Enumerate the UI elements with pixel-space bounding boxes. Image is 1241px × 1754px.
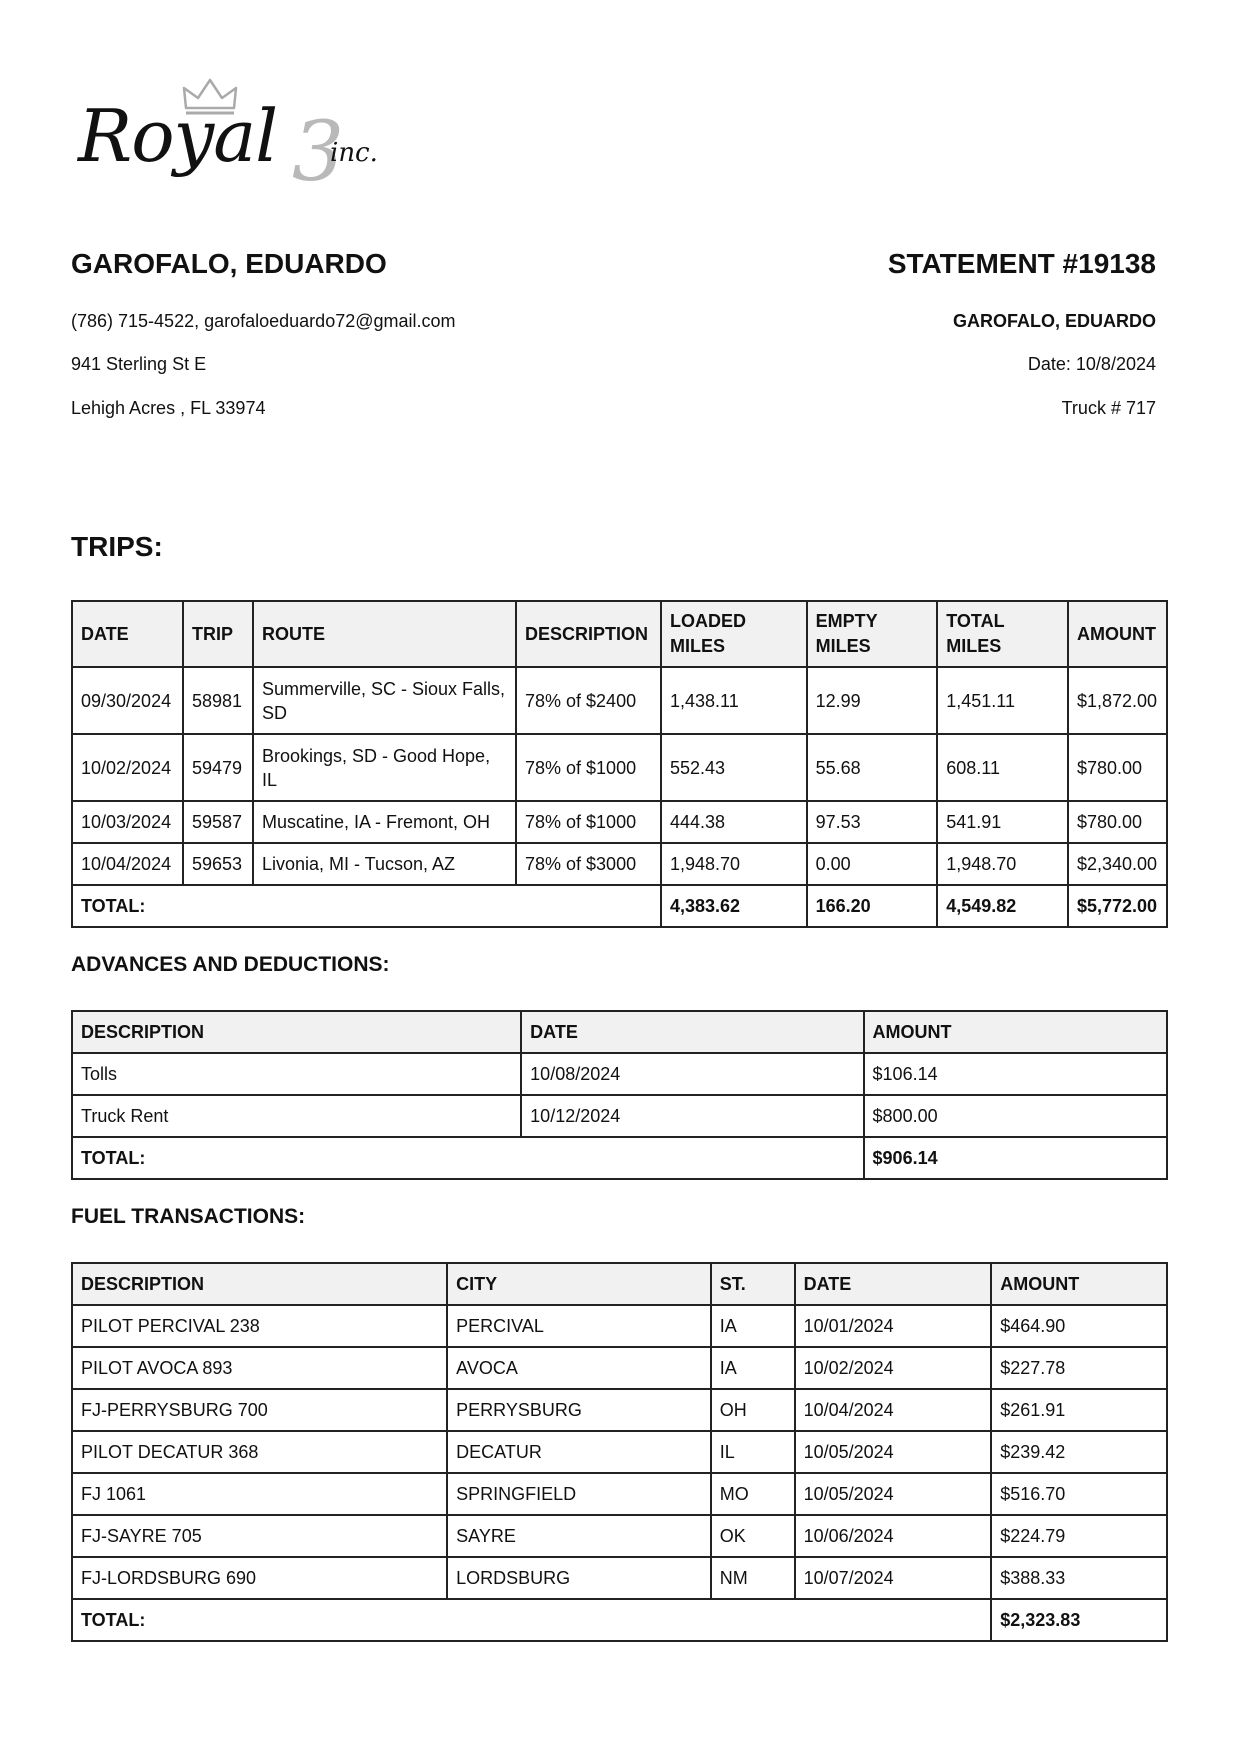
statement-name: GAROFALO, EDUARDO <box>952 311 1156 331</box>
fuel-heading: FUEL TRANSACTIONS: <box>71 1205 306 1228</box>
driver-address-line2: Lehigh Acres , FL 33974 <box>71 398 266 418</box>
trip-number: 59587 <box>183 801 253 843</box>
company-logo <box>78 78 398 198</box>
fuel-description: FJ-SAYRE 705 <box>72 1515 447 1557</box>
trips-table <box>71 600 1168 928</box>
advances-header-description: DESCRIPTION <box>72 1011 521 1053</box>
trips-header-route: ROUTE <box>253 601 516 667</box>
table-row <box>72 843 1167 885</box>
trip-amount: $780.00 <box>1068 734 1167 801</box>
trip-total-miles: 541.91 <box>937 801 1068 843</box>
statement-truck: Truck # 717 <box>1061 398 1156 418</box>
fuel-city: SPRINGFIELD <box>447 1473 711 1515</box>
advances-heading: ADVANCES AND DEDUCTIONS: <box>71 953 390 976</box>
advances-header-row <box>72 1011 1167 1053</box>
table-row <box>72 1095 1167 1137</box>
table-row <box>72 1053 1167 1095</box>
table-row <box>72 734 1167 801</box>
fuel-amount: $239.42 <box>991 1431 1167 1473</box>
trip-description: 78% of $3000 <box>516 843 661 885</box>
trips-header-empty-miles: EMPTY MILES <box>807 601 938 667</box>
table-row <box>72 1515 1167 1557</box>
fuel-description: PILOT DECATUR 368 <box>72 1431 447 1473</box>
fuel-amount: $516.70 <box>991 1473 1167 1515</box>
table-row <box>72 1431 1167 1473</box>
advance-description: Tolls <box>72 1053 521 1095</box>
driver-address-line1: 941 Sterling St E <box>71 354 207 374</box>
fuel-date: 10/04/2024 <box>795 1389 992 1431</box>
advance-amount: $106.14 <box>864 1053 1167 1095</box>
fuel-state: OH <box>711 1389 795 1431</box>
fuel-city: AVOCA <box>447 1347 711 1389</box>
advances-header-amount: AMOUNT <box>864 1011 1167 1053</box>
fuel-city: SAYRE <box>447 1515 711 1557</box>
trip-route: Muscatine, IA - Fremont, OH <box>253 801 516 843</box>
trip-loaded-miles: 1,438.11 <box>661 667 807 734</box>
fuel-header-city: CITY <box>447 1263 711 1305</box>
trip-route: Brookings, SD - Good Hope, IL <box>253 734 516 801</box>
table-row <box>72 1305 1167 1347</box>
fuel-amount: $261.91 <box>991 1389 1167 1431</box>
trips-total-label: TOTAL: <box>72 885 661 927</box>
trip-total-miles: 608.11 <box>937 734 1068 801</box>
fuel-amount: $388.33 <box>991 1557 1167 1599</box>
trips-total-amount: $5,772.00 <box>1068 885 1167 927</box>
trip-total-miles: 1,451.11 <box>937 667 1068 734</box>
advance-date: 10/08/2024 <box>521 1053 863 1095</box>
fuel-city: PERCIVAL <box>447 1305 711 1347</box>
fuel-description: PILOT PERCIVAL 238 <box>72 1305 447 1347</box>
fuel-date: 10/01/2024 <box>795 1305 992 1347</box>
trip-route: Livonia, MI - Tucson, AZ <box>253 843 516 885</box>
trip-loaded-miles: 444.38 <box>661 801 807 843</box>
trips-total-loaded: 4,383.62 <box>661 885 807 927</box>
logo-suffix: inc. <box>330 138 378 168</box>
trips-header-total-miles: TOTAL MILES <box>937 601 1068 667</box>
fuel-header-date: DATE <box>795 1263 992 1305</box>
trip-empty-miles: 97.53 <box>807 801 938 843</box>
fuel-date: 10/05/2024 <box>795 1473 992 1515</box>
fuel-header-state: ST. <box>711 1263 795 1305</box>
advances-total-row <box>72 1137 1167 1179</box>
advances-header-date: DATE <box>521 1011 863 1053</box>
fuel-date: 10/05/2024 <box>795 1431 992 1473</box>
fuel-state: IA <box>711 1305 795 1347</box>
trip-date: 10/04/2024 <box>72 843 183 885</box>
trip-date: 09/30/2024 <box>72 667 183 734</box>
trip-description: 78% of $1000 <box>516 734 661 801</box>
fuel-header-description: DESCRIPTION <box>72 1263 447 1305</box>
driver-contact: (786) 715-4522, garofaloeduardo72@gmail.com <box>71 311 456 331</box>
fuel-description: PILOT AVOCA 893 <box>72 1347 447 1389</box>
advance-amount: $800.00 <box>864 1095 1167 1137</box>
trip-empty-miles: 55.68 <box>807 734 938 801</box>
trip-description: 78% of $2400 <box>516 667 661 734</box>
trips-heading: TRIPS: <box>71 531 163 562</box>
trip-description: 78% of $1000 <box>516 801 661 843</box>
trips-total-miles: 4,549.82 <box>937 885 1068 927</box>
table-row <box>72 1347 1167 1389</box>
trip-empty-miles: 12.99 <box>807 667 938 734</box>
table-row <box>72 1389 1167 1431</box>
fuel-description: FJ-PERRYSBURG 700 <box>72 1389 447 1431</box>
trip-date: 10/02/2024 <box>72 734 183 801</box>
trip-number: 58981 <box>183 667 253 734</box>
trips-header-loaded-miles: LOADED MILES <box>661 601 807 667</box>
fuel-city: PERRYSBURG <box>447 1389 711 1431</box>
table-row <box>72 801 1167 843</box>
trips-header-row <box>72 601 1167 667</box>
fuel-amount: $227.78 <box>991 1347 1167 1389</box>
trip-total-miles: 1,948.70 <box>937 843 1068 885</box>
fuel-total-row <box>72 1599 1167 1641</box>
fuel-date: 10/02/2024 <box>795 1347 992 1389</box>
trip-amount: $780.00 <box>1068 801 1167 843</box>
statement-title: STATEMENT #19138 <box>887 248 1156 279</box>
table-row <box>72 1557 1167 1599</box>
table-row <box>72 1473 1167 1515</box>
trips-header-trip: TRIP <box>183 601 253 667</box>
trip-amount: $2,340.00 <box>1068 843 1167 885</box>
fuel-state: IL <box>711 1431 795 1473</box>
fuel-table <box>71 1262 1168 1642</box>
advances-total-amount: $906.14 <box>864 1137 1167 1179</box>
fuel-total-amount: $2,323.83 <box>991 1599 1167 1641</box>
fuel-state: IA <box>711 1347 795 1389</box>
trips-header-date: DATE <box>72 601 183 667</box>
trip-date: 10/03/2024 <box>72 801 183 843</box>
logo-number: 3 <box>292 105 345 200</box>
table-row <box>72 667 1167 734</box>
trip-loaded-miles: 1,948.70 <box>661 843 807 885</box>
fuel-amount: $464.90 <box>991 1305 1167 1347</box>
fuel-state: MO <box>711 1473 795 1515</box>
fuel-header-row <box>72 1263 1167 1305</box>
trips-header-description: DESCRIPTION <box>516 601 661 667</box>
trip-number: 59653 <box>183 843 253 885</box>
trip-loaded-miles: 552.43 <box>661 734 807 801</box>
fuel-city: LORDSBURG <box>447 1557 711 1599</box>
fuel-city: DECATUR <box>447 1431 711 1473</box>
trip-empty-miles: 0.00 <box>807 843 938 885</box>
trip-amount: $1,872.00 <box>1068 667 1167 734</box>
fuel-description: FJ 1061 <box>72 1473 447 1515</box>
driver-name: GAROFALO, EDUARDO <box>71 248 387 279</box>
fuel-state: OK <box>711 1515 795 1557</box>
advance-date: 10/12/2024 <box>521 1095 863 1137</box>
trips-header-amount: AMOUNT <box>1068 601 1167 667</box>
trip-number: 59479 <box>183 734 253 801</box>
fuel-date: 10/06/2024 <box>795 1515 992 1557</box>
trips-total-empty: 166.20 <box>807 885 938 927</box>
fuel-amount: $224.79 <box>991 1515 1167 1557</box>
advances-table <box>71 1010 1168 1180</box>
logo-wordmark: Royal <box>78 94 278 178</box>
fuel-state: NM <box>711 1557 795 1599</box>
fuel-header-amount: AMOUNT <box>991 1263 1167 1305</box>
trip-route: Summerville, SC - Sioux Falls, SD <box>253 667 516 734</box>
fuel-total-label: TOTAL: <box>72 1599 991 1641</box>
statement-date: Date: 10/8/2024 <box>1027 354 1156 374</box>
trips-total-row <box>72 885 1167 927</box>
advances-total-label: TOTAL: <box>72 1137 864 1179</box>
fuel-description: FJ-LORDSBURG 690 <box>72 1557 447 1599</box>
advance-description: Truck Rent <box>72 1095 521 1137</box>
fuel-date: 10/07/2024 <box>795 1557 992 1599</box>
